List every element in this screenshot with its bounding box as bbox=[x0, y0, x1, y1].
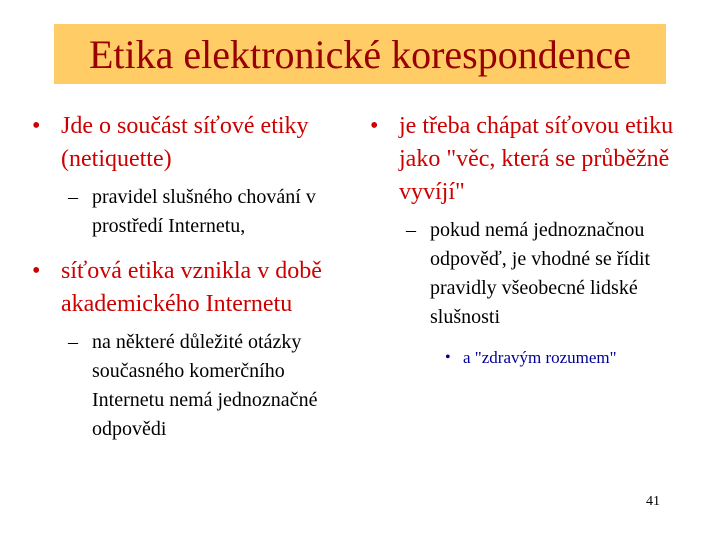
bullet-text: Jde o součást síťové etiky (netiquette) bbox=[61, 113, 309, 172]
bullet-level2 bbox=[30, 328, 355, 444]
bullet-level2 bbox=[368, 216, 678, 332]
title-bar bbox=[54, 24, 666, 84]
bullet-dash-icon: – bbox=[68, 331, 78, 353]
bullet-text: síťová etika vznikla v době akademického Internetu bbox=[61, 258, 322, 317]
left-column bbox=[30, 110, 355, 458]
bullet-dash-icon: – bbox=[68, 186, 78, 208]
bullet-text: na některé důležité otázky současného komerčního Internetu nemá jednoznačné odpovědi bbox=[92, 331, 318, 440]
bullet-text: pokud nemá jednoznačnou odpověď, je vhodné se řídit pravidly všeobecné lidské slušnosti bbox=[430, 219, 651, 328]
bullet-level1 bbox=[30, 255, 355, 321]
bullet-text: je třeba chápat síťovou etiku jako "věc, která se průběžně vyvíjí" bbox=[399, 113, 674, 205]
bullet-text: a "zdravým rozumem" bbox=[463, 348, 617, 367]
bullet-dash-icon: – bbox=[406, 219, 416, 241]
bullet-level1 bbox=[368, 110, 678, 209]
bullet-text: pravidel slušného chování v prostředí Internetu, bbox=[92, 186, 316, 237]
right-column bbox=[368, 110, 678, 370]
bullet-level2 bbox=[30, 183, 355, 241]
bullet-level1 bbox=[30, 110, 355, 176]
bullet-dot-icon: • bbox=[445, 349, 451, 366]
slide-title: Etika elektronické korespondence bbox=[89, 32, 631, 77]
page-number: 41 bbox=[646, 494, 660, 509]
bullet-dot-icon: • bbox=[32, 113, 41, 139]
bullet-level3 bbox=[368, 346, 678, 370]
bullet-dot-icon: • bbox=[32, 258, 41, 284]
bullet-dot-icon: • bbox=[370, 113, 379, 139]
